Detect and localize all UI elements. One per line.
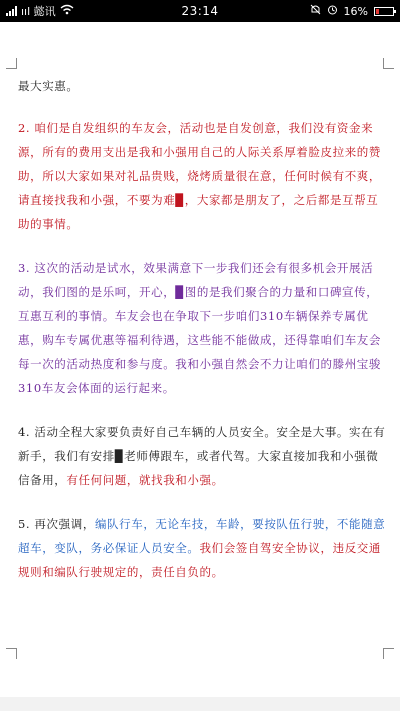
paragraph-4-emphasis: 有任何问题，就找我和小强。: [66, 473, 224, 487]
carrier-label: ııl 懿讯: [21, 5, 56, 18]
battery-fill: [376, 9, 379, 14]
battery-text: 16%: [343, 4, 368, 18]
intro-line: 最大实惠。: [18, 79, 79, 93]
alarm-icon: [327, 4, 338, 18]
status-bar: [0, 0, 400, 22]
bottom-bar: [0, 697, 400, 711]
paragraph-5: [18, 512, 386, 584]
mute-icon: [310, 4, 321, 18]
paragraph-4-main: 4. 活动全程大家要负责好自己车辆的人员安全。安全是大事。实在有新手，我们有安排▉老师傅跟车，或者代驾。大家直接加我和小强微信备用，: [18, 425, 386, 487]
page-corner-mark: [6, 648, 17, 659]
status-right: [310, 0, 394, 22]
paragraph-2: 2. 咱们是自发组织的车友会，活动也是自发创意，我们没有资金来源，所有的费用支出是我和小强用自己的人际关系厚着脸皮拉来的赞助，所以大家如果对礼品贵贱，烧烤质量很在意，任何时候有不爽，请直接找我和小强，不要为难▉，大家都是朋友了，之后都是互帮互助的事情。: [18, 121, 381, 231]
paragraph-5-lead: 5. 再次强调，: [18, 517, 95, 531]
paragraph-4: [18, 420, 386, 492]
document-body: [18, 74, 386, 584]
page-corner-mark: [383, 648, 394, 659]
page-corner-mark: [6, 58, 17, 69]
paragraph-3: 3. 这次的活动是试水，效果满意下一步我们还会有很多机会开展活动，我们图的是乐呵，开心，▉图的是我们聚合的力量和口碑宣传，互惠互利的事情。车友会也在争取下一步咱们310车辆保养专属优惠，购车专属优惠等福利待遇，这些能不能做成，还得靠咱们车友会每一次的活动热度和参与度。我和小强自然会不力让咱们的滕州宝骏310车友会体面的运行起来。: [18, 261, 381, 395]
battery-icon: [374, 7, 394, 16]
clock: 23:14: [181, 4, 219, 18]
page-corner-mark: [383, 58, 394, 69]
paragraph-5-driving-rules: 编队行车，无论车技，车龄，要按队伍行驶，不能随意超车，变队，务必保证人员安全。: [18, 517, 386, 555]
paragraph-5-agreement: 我们会签自驾安全协议，违反交通规则和编队行驶规定的，责任自负的。: [18, 541, 381, 579]
